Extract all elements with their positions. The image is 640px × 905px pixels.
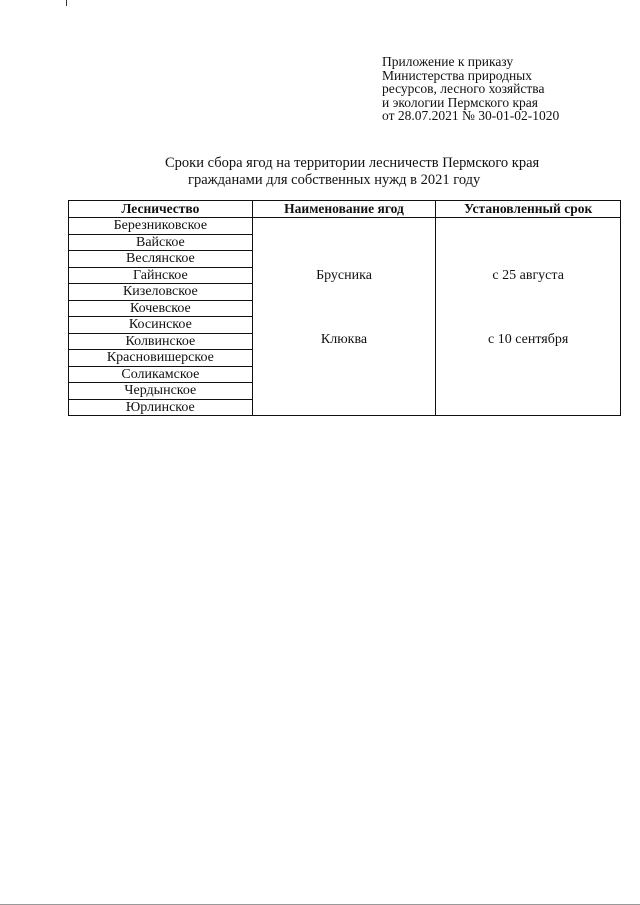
header-term: Установленный срок bbox=[436, 201, 621, 218]
berry-name: Клюква bbox=[320, 332, 368, 347]
appendix-line: и экологии Пермского края bbox=[382, 94, 538, 110]
berry-term: с 25 августа bbox=[492, 268, 564, 283]
header-forestry: Лесничество bbox=[69, 201, 253, 218]
appendix-order-number: от 28.07.2021 № 30-01-02-1020 bbox=[382, 108, 560, 123]
forestry-cell: Вайское bbox=[69, 234, 253, 251]
forestry-cell: Юрлинское bbox=[69, 399, 253, 416]
table-row bbox=[69, 218, 621, 235]
berry-term: с 10 сентября bbox=[488, 332, 569, 347]
appendix-block bbox=[382, 55, 559, 123]
forestry-cell: Косинское bbox=[69, 317, 253, 334]
forestry-cell: Кочевское bbox=[69, 300, 253, 317]
forestry-cell: Колвинское bbox=[69, 333, 253, 350]
appendix-line: ресурсов, лесного хозяйства bbox=[382, 81, 545, 96]
forestry-cell: Гайнское bbox=[69, 267, 253, 284]
berry-names-cell bbox=[252, 218, 436, 416]
table-header-row bbox=[69, 201, 621, 218]
page-edge-mark bbox=[66, 0, 67, 6]
appendix-line: Приложение к приказу bbox=[382, 54, 514, 69]
document-title-line-2: гражданами для собственных нужд в 2021 году bbox=[188, 172, 481, 188]
forestry-cell: Веслянское bbox=[69, 251, 253, 268]
terms-cell bbox=[436, 218, 621, 416]
forestry-cell: Чердынское bbox=[69, 383, 253, 400]
appendix-line: Министерства природных bbox=[382, 67, 532, 83]
forestry-cell: Березниковское bbox=[69, 218, 253, 235]
forestry-cell: Соликамское bbox=[69, 366, 253, 383]
forestry-cell: Красновишерское bbox=[69, 350, 253, 367]
berry-name: Брусника bbox=[316, 268, 372, 283]
forestry-cell: Кизеловское bbox=[69, 284, 253, 301]
header-berry-name: Наименование ягод bbox=[252, 201, 436, 218]
berry-schedule-table bbox=[68, 200, 621, 416]
document-title-line-1: Сроки сбора ягод на территории лесничеств Пермского края bbox=[165, 155, 540, 171]
